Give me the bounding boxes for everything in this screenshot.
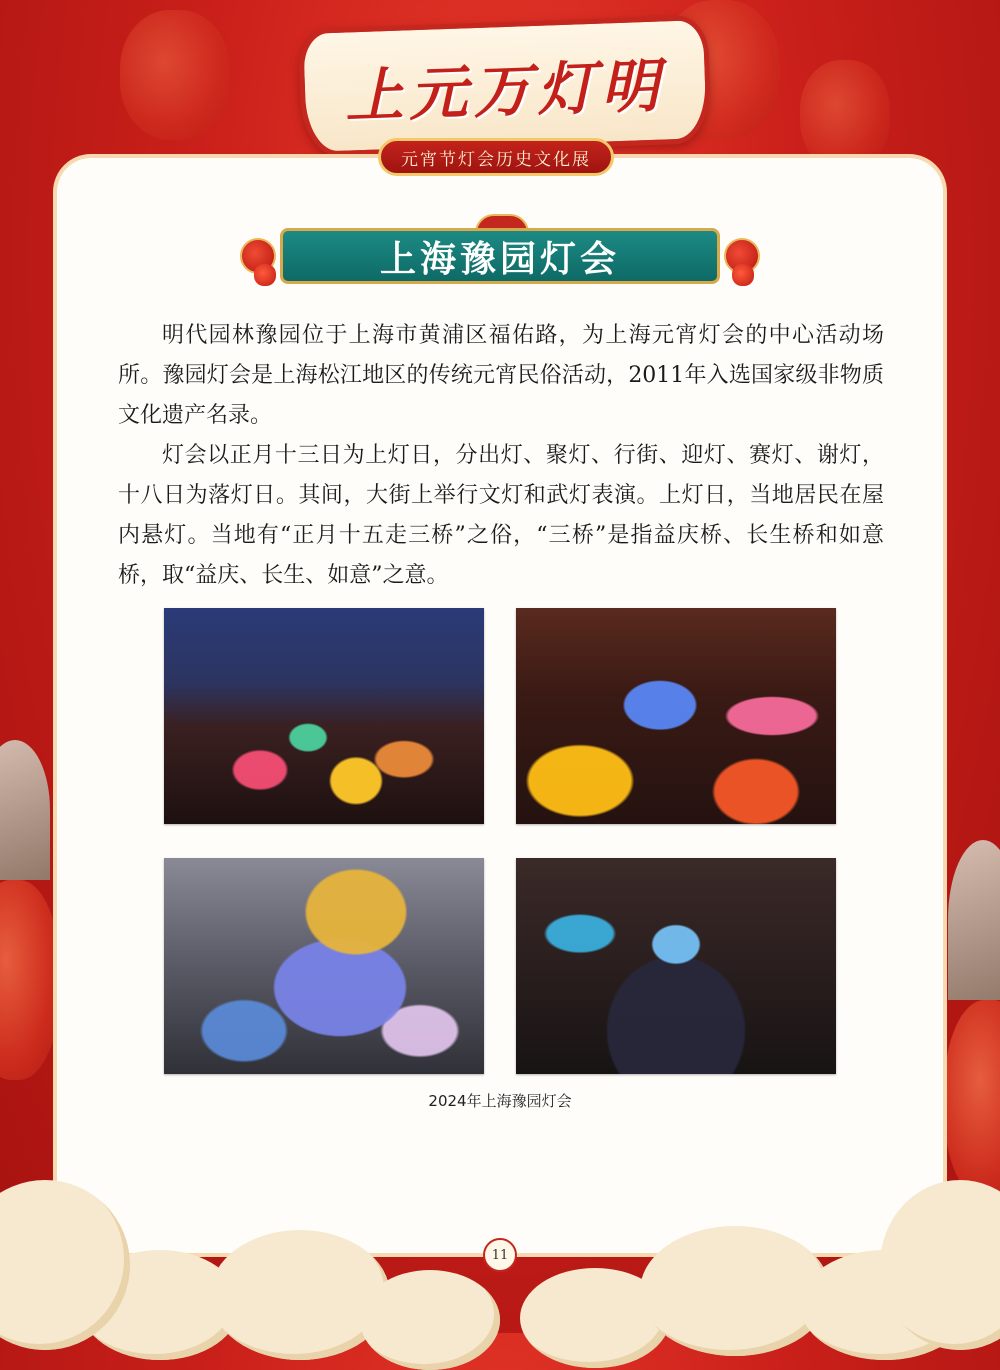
article-body [118,316,884,596]
photo-dragon-lantern [164,858,484,1074]
background-hill-right [948,840,1000,1000]
page-number: 11 [483,1238,517,1272]
decorative-cloud [210,1230,390,1360]
background-lantern-bottom-left [0,880,60,1080]
lantern-icon [254,264,276,286]
background-lantern-left [120,10,230,140]
paragraph: 灯会以正月十三日为上灯日，分出灯、聚灯、行街、迎灯、赛灯、谢灯，十八日为落灯日。其间，大街上举行文灯和武灯表演。上灯日，当地居民在屋内悬灯。当地有“正月十五走三桥”之俗，“三桥”是指益庆桥、长生桥和如意桥，取“益庆、长生、如意”之意。 [118,443,884,588]
heading-band [280,228,720,284]
banner-subtitle: 元宵节灯会历史文化展 [401,149,591,170]
photo-plaza-crowd [516,858,836,1074]
photo-caption: 2024年上海豫园灯会 [428,1092,572,1110]
section-heading [240,220,760,290]
background-hill-left [0,740,50,880]
photo-lantern-night-skyline [164,608,484,824]
title-banner [298,15,712,157]
photo-lantern-crowd [516,608,836,824]
section-title: 上海豫园灯会 [379,238,620,280]
banner-title: 上元万灯明 [344,51,667,131]
subtitle-pill [378,138,614,176]
decorative-cloud [360,1270,500,1370]
background-lantern-right-far [800,60,890,170]
lantern-icon [732,264,754,286]
paragraph: 明代园林豫园位于上海市黄浦区福佑路，为上海元宵灯会的中心活动场所。豫园灯会是上海松江地区的传统元宵民俗活动，2011年入选国家级非物质文化遗产名录。 [118,323,884,428]
